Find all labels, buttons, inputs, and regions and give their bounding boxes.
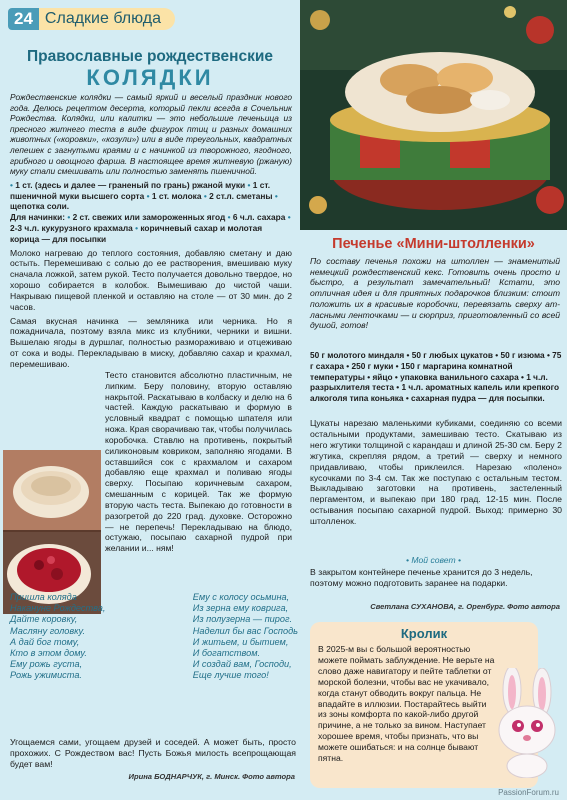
article-body-3: Тесто становится абсолютно пластичным, не липким. Беру половину, вторую оставляю накрытой. Раскатываю в колбаску и делю на 6 частей. Каждую раскатываю и формую в условный квадрат с помощью шпателя или ножа. Края сворачиваю так, чтобы получилась коробочка. Ставлю на противень, покрытый силиконовым ковриком, заполняю ягодами. В оставшийся сок с крахмалом и сахаром добавляю еще крахмал и поливаю ягоды сверху. Посыпаю коричневым сахаром, смешанным с корицей. Так же формую вторую часть теста. Выпекаю до готовности в разогретой до 220 град. духовке. Осторожно — не перепечь! Перекладываю на блюдо, остужаю, посыпаю сахарной пудрой при желании и... ням! [105,369,292,554]
poem-line: А дай бог тому, [10,636,80,647]
poem-line: И богатством. [192,648,261,659]
poem-line: Кто в этом дому. [10,648,87,659]
filling-item: коричневый сахар и молотая корица — для посыпки [10,222,263,244]
poem-right [193,592,298,682]
stollen-photo [300,0,567,230]
article-title-line2: КОЛЯДКИ [86,65,214,90]
article-body-2: Самая вкусная начинка — земляника или черника. Но я пожадничала, поэтому взяла микс из клубники, черники и вишни. Вышелаю ягоды в дуршлаг, полностью размораживаю и отцеживаю от сока и воды. Перекладываю в миску, добавляю сахар и крахмал, перемешиваю. [10,315,292,369]
article-intro: Рождественские колядки — самый яркий и веселый праздник нового года. Делюсь рецептом десерта, который пекли всегда в Сочельник Рождества. Колядки, или калитки — это небольшие печеньица из пресного житнего теста в виде фигурок птиц и разных домашних животных («коровки», «козули») или в виде треугольных, квадратных лепешек с загнутыми краями и с начинкой из творожного, ягодного, грибного и овощного фарша. В настоящее время житневую (ржаную) муку стали смешивать или полностью заменять пшеничной. [10,92,292,177]
poem-line: Еще лучше того! [192,670,269,681]
ingredient: 1 ст. (здесь и далее — граненый по грань) ржаной муки [15,179,246,190]
poem-line: Накануне Рождества, [10,603,106,614]
poem-line: И житьем, и бытием, [192,636,289,647]
horoscope-text: В 2025-м вы с большой вероятностью можете поймать заблуждение. Не верьте на слово даже навигатору и пейте таблетки от морской болезни, чтобы вас не укачивало, когда станут обводить вокруг пальца. Не впадайте в иллюзии. Постарайтесь выйти из зоны комфорта по какой-либо другой причине, а не только за вином. Наступает хорошее время, чтобы признать, что вы можете ошибаться: и на солнце бывают пятна. [318,644,495,764]
poem-line: Масляну головку. [10,625,86,636]
tip-label: • Мой совет • [405,555,462,565]
poem-left [10,592,105,682]
poem-line: Дайте коровку, [10,614,78,625]
page-number: 24 [8,8,39,30]
kolyadki-article [0,34,300,800]
rabbit-illustration [490,668,565,778]
article-body-1: Молоко нагреваю до теплого состояния, добавляю сметану и даю остыть. Перемешиваю с солью до ее растворения, вмешиваю муку сначала ложкой, затем рукой. Тесто получается довольно твердое, но хорошо собирается в колобок. Вымешиваю до чистой чаши. Накрываю пищевой пленкой и оставляю на столе — от 30 мин. до 2 часов. [10,247,292,312]
stollen-article [300,0,567,800]
filling-item: 2-3 ч.л. кукурузного крахмала [10,222,133,233]
poem-line: Из зерна ему коврига, [192,603,289,614]
stollen-author: Светлана СУХАНОВА, г. Оренбург. Фото автора [370,602,560,611]
article-author: Ирина БОДНАРЧУК, г. Минск. Фото автора [128,772,295,781]
ingredient: 1 ст. молока [151,190,202,201]
section-title: Сладкие блюда [39,8,175,30]
stollen-title: Печенье «Мини-штолленки» [332,236,535,252]
poem-line: И создай вам, Господи, [192,659,292,670]
filling-item: 6 ч.л. сахара [232,212,286,223]
stollen-body: Цукаты нарезаю маленькими кубиками, соединяю со всеми остальными продуктами, замешиваю тесто. Скатываю из него жгутики толщиной с карандаш и длиной 25-30 см. Беру 2 жгутика, скрепляя рядом, а третий — сверху и немного придавливаю, чтобы приклеился. Нарезаю «полено» кусочками по 3-4 см. Так же поступаю с остальным тестом. Выкладываю заготовки на противень, застеленный пергаментом, и выпекаю при 180 град. 12-15 мин. После остывания посыпаю сахарной пудрой. Выход: примерно 30 штолленок. [310,418,562,527]
kolyadki-photo [3,450,101,614]
stollen-ingredients: 50 г молотого миндаля • 50 г любых цукатов • 50 г изюма • 75 г сахара • 250 г муки • 150 г маргарина комнатной температуры • яйцо • упаковка ванильного сахара • 1 ч.л. разрыхлителя теста • 1 ч.л. ароматных капель или крепкого алкоголя типа коньяка • сахарная пудра — для посыпки. [310,350,562,404]
stollen-intro: По составу печенья похожи на штоллен — знаменитый немецкий рождественский кекс. Готовить очень просто и быстро, а результат замечательный! Кстати, это отличная идея и для приятных подарочков близким: стоит положить их в красивые коробочки, перевязать сверху атласными ленточками — и сюрприз, приготовленный со всей душой, готов! [310,256,560,331]
article-outro: Угощаемся сами, угощаем друзей и соседей. А может быть, просто прохожих. С Рождеством вас! Пусть Божья милость всепрощающая будет вам! [10,737,296,769]
poem-line: Наделил бы вас Господь [192,625,298,636]
ingredients-list: • 1 ст. (здесь и далее — граненый по грань) ржаной муки • 1 ст. пшеничной муки высшего сорта • 1 ст. молока • 2 ст.л. сметаны • щепотка соли. Для начинки: • 2 ст. свежих или замороженных ягод • 6 ч.л. сахара • 2-3 ч.л. кукурузного крахмала • коричневый сахар и молотая корица — для посыпки [10,179,291,244]
article-title-line1: Православные рождественские [27,48,273,65]
ingredient: щепотка соли. [10,201,70,212]
ingredient: 2 ст.л. сметаны [209,190,273,201]
filling-label: Для начинки: [10,212,66,223]
ingredient: 1 ст. пшеничной муки высшего сорта [10,179,271,201]
poem [10,592,298,682]
poem-line: Пришла коляда [10,592,77,602]
poem-line: Рожь ужимиста. [10,670,82,681]
tip-text: В закрытом контейнере печенье хранится до 3 недель, поэтому можно подготовить заранее на подарки. [310,567,533,588]
filling-item: 2 ст. свежих или замороженных ягод [72,212,226,223]
poem-line: Из полузерна — пирог. [192,614,293,625]
poem-line: Ему рожь густа, [10,659,83,670]
poem-line: Ему с колосу осьмина, [192,592,290,602]
page-header [8,8,175,30]
watermark: PassionForum.ru [498,788,559,797]
horoscope-title: Кролик [400,626,448,641]
